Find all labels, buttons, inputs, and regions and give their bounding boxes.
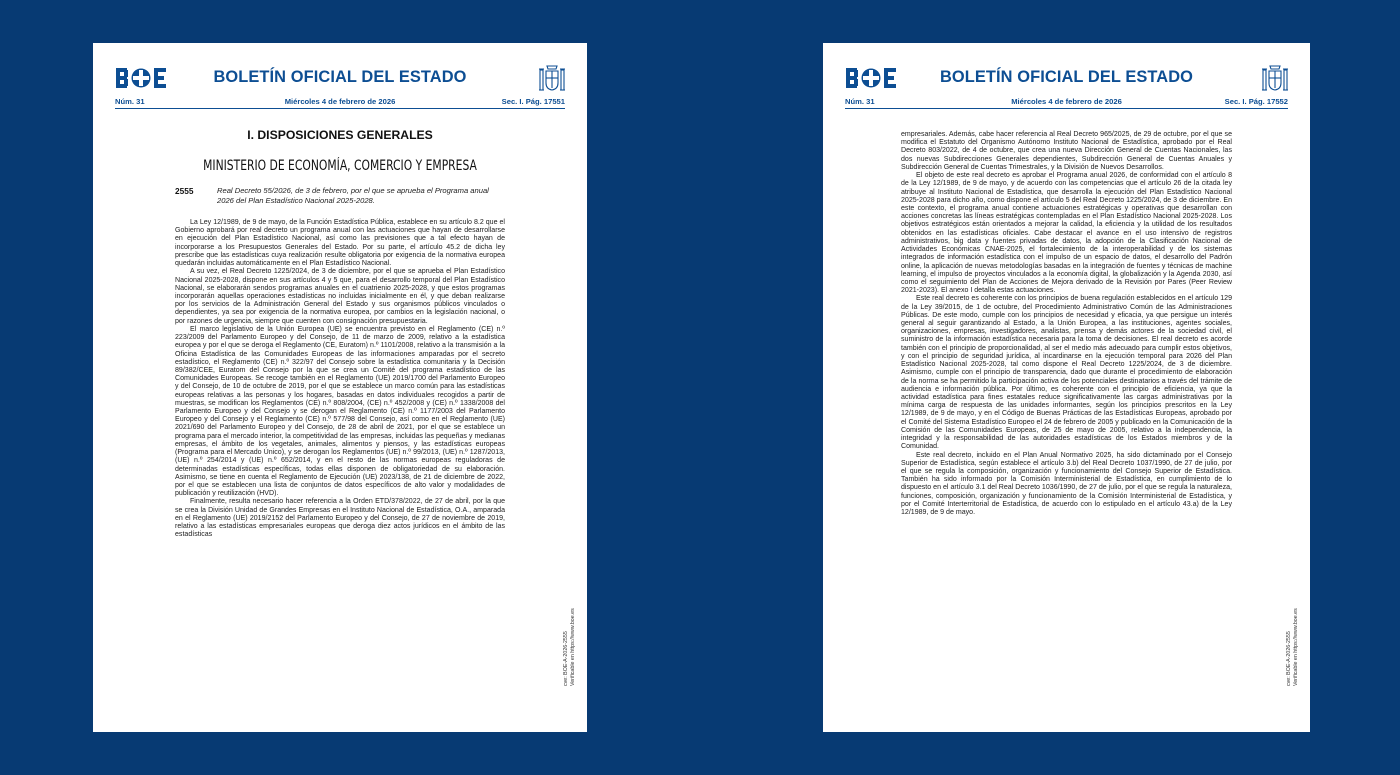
section-heading: I. DISPOSICIONES GENERALES xyxy=(247,128,433,142)
verification-url: Verificable en https://www.boe.es xyxy=(570,608,576,686)
issue-date: Miércoles 4 de febrero de 2026 xyxy=(1011,97,1122,106)
verification-note xyxy=(563,608,577,686)
page-header xyxy=(845,63,1288,107)
section-page: Sec. I. Pág. 17551 xyxy=(501,97,565,106)
gazette-title: BOLETÍN OFICIAL DEL ESTADO xyxy=(939,68,1194,86)
issue-number: Núm. 31 xyxy=(845,97,875,106)
ministry-heading: MINISTERIO DE ECONOMÍA, COMERCIO Y EMPRESA xyxy=(203,158,477,174)
header-divider xyxy=(115,108,565,109)
document-page-1 xyxy=(93,43,587,732)
gazette-title: BOLETÍN OFICIAL DEL ESTADO xyxy=(213,68,467,86)
disposition-number: 2555 xyxy=(175,186,194,196)
document-page-2 xyxy=(823,43,1310,732)
paragraph: A su vez, el Real Decreto 1225/2024, de 3 de diciembre, por el que se aprueba el Plan Estadístico Nacional 2025-2028, dispone en sus artículos 4 y 5 que, para el desarrollo temporal del Plan Estadístico Nacional, se elaborarán sendos programas anuales en el cuatrienio 2025-2028, y que estos programas incorporarán aquellas operaciones estadísticas no incluidas inicialmente en él, y que deban realizarse por los servicios de la Administración General del Estado y sus organismos públicos vinculados o dependientes, ya sea por exigencia de la normativa europea, por cambios en la legislación nacional, o por razones de urgencia, siempre que cuenten con consignación presupuestaria. xyxy=(175,268,505,325)
header-divider xyxy=(845,108,1288,109)
section-page: Sec. I. Pág. 17552 xyxy=(1224,97,1288,106)
paragraph: El objeto de este real decreto es aprobar el Programa anual 2026, de conformidad con el artículo 8 de la Ley 12/1989, de 9 de mayo, y de acuerdo con las competencias que el artículo 26 de la citada ley atribuye al Instituto Nacional de Estadística, que desarrolla la ejecución del Plan Estadístico Nacional 2025-2028 para dicho año, como dispone el artículo 5 del Real Decreto 1225/2024, de 3 de diciembre. En este contexto, el programa anual contiene actuaciones estratégicas y operativas que desarrollan con acciones concretas las líneas estratégicas contempladas en el Plan Estadístico Nacional 2025-2028. Los objetivos estratégicos están orientados a mejorar la calidad, la eficiencia y la utilidad de los resultados obtenidos en las estadísticas oficiales. Cabe destacar el avance en el uso intensivo de registros administrativos, big data y fuentes privadas de datos, la adopción de la Clasificación Nacional de Actividades Económicas CNAE-2025, el fortalecimiento de la interoperabilidad y de los sistemas integrados de información estadística con el impulso de un espacio de datos, el desarrollo del Padrón online, la aplicación de nuevas metodologías basadas en la integración de fuentes y técnicas de machine learning, el impulso de proyectos vinculados a la economía digital, la globalización y la Agenda 2030, así como el seguimiento del Plan de Acciones de Mejora derivado de la Revisión por Pares (Peer Review 2021-2023). El anexo I detalla estas actuaciones. xyxy=(901,172,1232,295)
paragraph: Finalmente, resulta necesario hacer referencia a la Orden ETD/378/2022, de 27 de abril, por la que se crea la División Unidad de Grandes Empresas en el Instituto Nacional de Estadística, O.A., amparada en el Reglamento (UE) 2019/2152 del Parlamento Europeo y del Consejo, de 27 de noviembre de 2019, relativo a las estadísticas empresariales europeas que deroga diez actos jurídicos en el ámbito de las estadísticas xyxy=(175,498,505,539)
issue-date: Miércoles 4 de febrero de 2026 xyxy=(284,97,396,106)
spain-coat-of-arms-icon xyxy=(539,63,565,95)
verification-note xyxy=(1286,608,1300,686)
paragraph: La Ley 12/1989, de 9 de mayo, de la Función Estadística Pública, establece en su artículo 8.2 que el Gobierno aprobará por real decreto un programa anual con las actuaciones que hayan de desarrollarse en ejecución del Plan Estadístico Nacional, así como las previsiones que a tal efecto hayan de incorporarse a los Presupuestos Generales del Estado. Por su parte, el artículo 45.2 de dicha ley prescribe que las estadísticas cuya realización resulte obligatoria por exigencia de la normativa europea quedarán incluidas automáticamente en el Plan Estadístico Nacional. xyxy=(175,219,505,268)
disposition-title: Real Decreto 55/2026, de 3 de febrero, por el que se aprueba el Programa anual 2026 del Plan Estadístico Nacional 2025-2028. xyxy=(217,186,489,205)
paragraph: El marco legislativo de la Unión Europea (UE) se encuentra previsto en el Reglamento (CE) n.º 223/2009 del Parlamento Europeo y del Consejo, de 11 de marzo de 2009, relativo a la estadística europea y por el que se deroga el Reglamento (CE, Euratom) n.º 1101/2008, relativo a la transmisión a la Oficina Estadística de las Comunidades Europeas de las informaciones amparadas por el secreto estadístico, el Reglamento (CE) n.º 322/97 del Consejo sobre la estadística comunitaria y la Decisión 89/382/CEE, Euratom del Consejo por la que se crea un Comité del programa estadístico de las Comunidades Europeas. Se recoge también en el Reglamento (UE) 2019/1700 del Parlamento Europeo y del Consejo, de 10 de octubre de 2019, por el que se establece un marco común para las estadísticas europeas relativas a las personas y los hogares, basadas en datos individuales recogidos a partir de muestras, se modifican los Reglamentos (CE) n.º 808/2004, (CE) n.º 452/2008 y (CE) n.º 1338/2008 del Parlamento Europeo y del Consejo y se derogan el Reglamento (CE) n.º 1177/2003 del Parlamento Europeo y del Consejo y el Reglamento (CE) n.º 577/98 del Consejo, así como en el Reglamento (UE) 2021/690 del Parlamento Europeo y del Consejo, de 28 de abril de 2021, por el que se establece un programa para el mercado interior, la competitividad de las empresas, incluidas las pequeñas y medianas empresas, el ámbito de los vegetales, animales, alimentos y piensos, y las estadísticas europeas (Programa para el Mercado Único), y se derogan los Reglamentos (UE) n.º 99/2013, (UE) n.º 1287/2013, (UE) n.º 254/2014 y (UE) n.º 652/2014, y en el resto de las normas europeas reguladoras de determinadas estadísticas específicas, todas ellas disponen de obligatoriedad de su elaboración. Asimismo, se tiene en cuenta el Reglamento de Ejecución (UE) 2023/138, de 21 de diciembre de 2022, por el que se establecen una lista de conjuntos de datos específicos de alto valor y modalidades de publicación y reutilización (HVD). xyxy=(175,325,505,498)
cve-code: cve: BOE-A-2026-2555 xyxy=(563,631,569,686)
verification-url: Verificable en https://www.boe.es xyxy=(1293,608,1299,686)
page-header xyxy=(115,63,565,107)
paragraph: empresariales. Además, cabe hacer referencia al Real Decreto 965/2025, de 29 de octubre, por el que se modifica el Estatuto del Organismo Autónomo Instituto Nacional de Estadística, aprobado por el Real Decreto 803/2022, de 4 de octubre, que crea una nueva Dirección General de Cuentas Nacionales, las dos nuevas Subdirecciones Generales dependientes, Subdirección General de Cuentas Anuales y Subdirección General de Cuentas Trimestrales, y la División de Nuevos Desarrollos. xyxy=(901,131,1232,171)
issue-number: Núm. 31 xyxy=(115,97,145,106)
paragraph: Este real decreto es coherente con los principios de buena regulación establecidos en el artículo 129 de la Ley 39/2015, de 1 de octubre, del Procedimiento Administrativo Común de las Administraciones Públicas. De este modo, cumple con los principios de necesidad y eficacia, ya que persigue un interés general al seguir garantizando al Estado, a la Unión Europea, a las instituciones, agentes sociales, organizaciones, empresas, investigadores, analistas, prensa y demás actores de la sociedad civil, el suministro de la información estadística necesaria para la toma de decisiones. El real decreto es acorde también con el principio de proporcionalidad, al ser el medio más adecuado para cumplir estos objetivos, y con el principio de seguridad jurídica, al incardinarse en la ejecución temporal para 2026 del Plan Estadístico Nacional 2025-2028, tal como dispone el Real Decreto 1225/2024, de 3 de diciembre. Asimismo, cumple con el principio de transparencia, dado que durante el procedimiento de elaboración de la norma se ha permitido la participación activa de los potenciales destinatarios a través del trámite de audiencia e información pública. Por último, es coherente con el principio de eficiencia, ya que la actividad estadística para fines estatales reduce significativamente las cargas administrativas por la mínima carga de respuesta de las unidades informantes, según los principios prescritos en la Ley 12/1989, de 9 de mayo, y en el Código de Buenas Prácticas de las Estadísticas Europeas, aprobado por el Comité del Sistema Estadístico Europeo el 24 de febrero de 2005 y publicado en la Comunicación de la Comisión de las Comunidades Europeas, de 25 de mayo de 2005, relativo a la independencia, la integridad y la responsabilidad de las autoridades estadísticas de los Estados miembros y de la Comunidad. xyxy=(901,295,1233,451)
spain-coat-of-arms-icon xyxy=(1262,63,1288,95)
body-text xyxy=(175,219,505,540)
body-text xyxy=(901,131,1232,517)
cve-code: cve: BOE-A-2026-2555 xyxy=(1286,631,1292,686)
paragraph: Este real decreto, incluido en el Plan Anual Normativo 2025, ha sido dictaminado por el Consejo Superior de Estadística, según establece el artículo 3.b) del Real Decreto 1037/1990, de 27 de julio, por el que se regula la composición, organización y funcionamiento del Consejo Superior de Estadística. También ha sido informado por la Comisión Interministerial de Estadística, en cumplimiento de lo dispuesto en el artículo 3.1 del Real Decreto 1036/1990, de 27 de julio, por el que se regula la naturaleza, funciones, composición, organización y funcionamiento de la Comisión Interministerial de Estadística, y por el Comité Interterritorial de Estadística, de acuerdo con lo estipulado en el artículo 43.a) de la Ley 12/1989, de 9 de mayo. xyxy=(901,451,1232,517)
